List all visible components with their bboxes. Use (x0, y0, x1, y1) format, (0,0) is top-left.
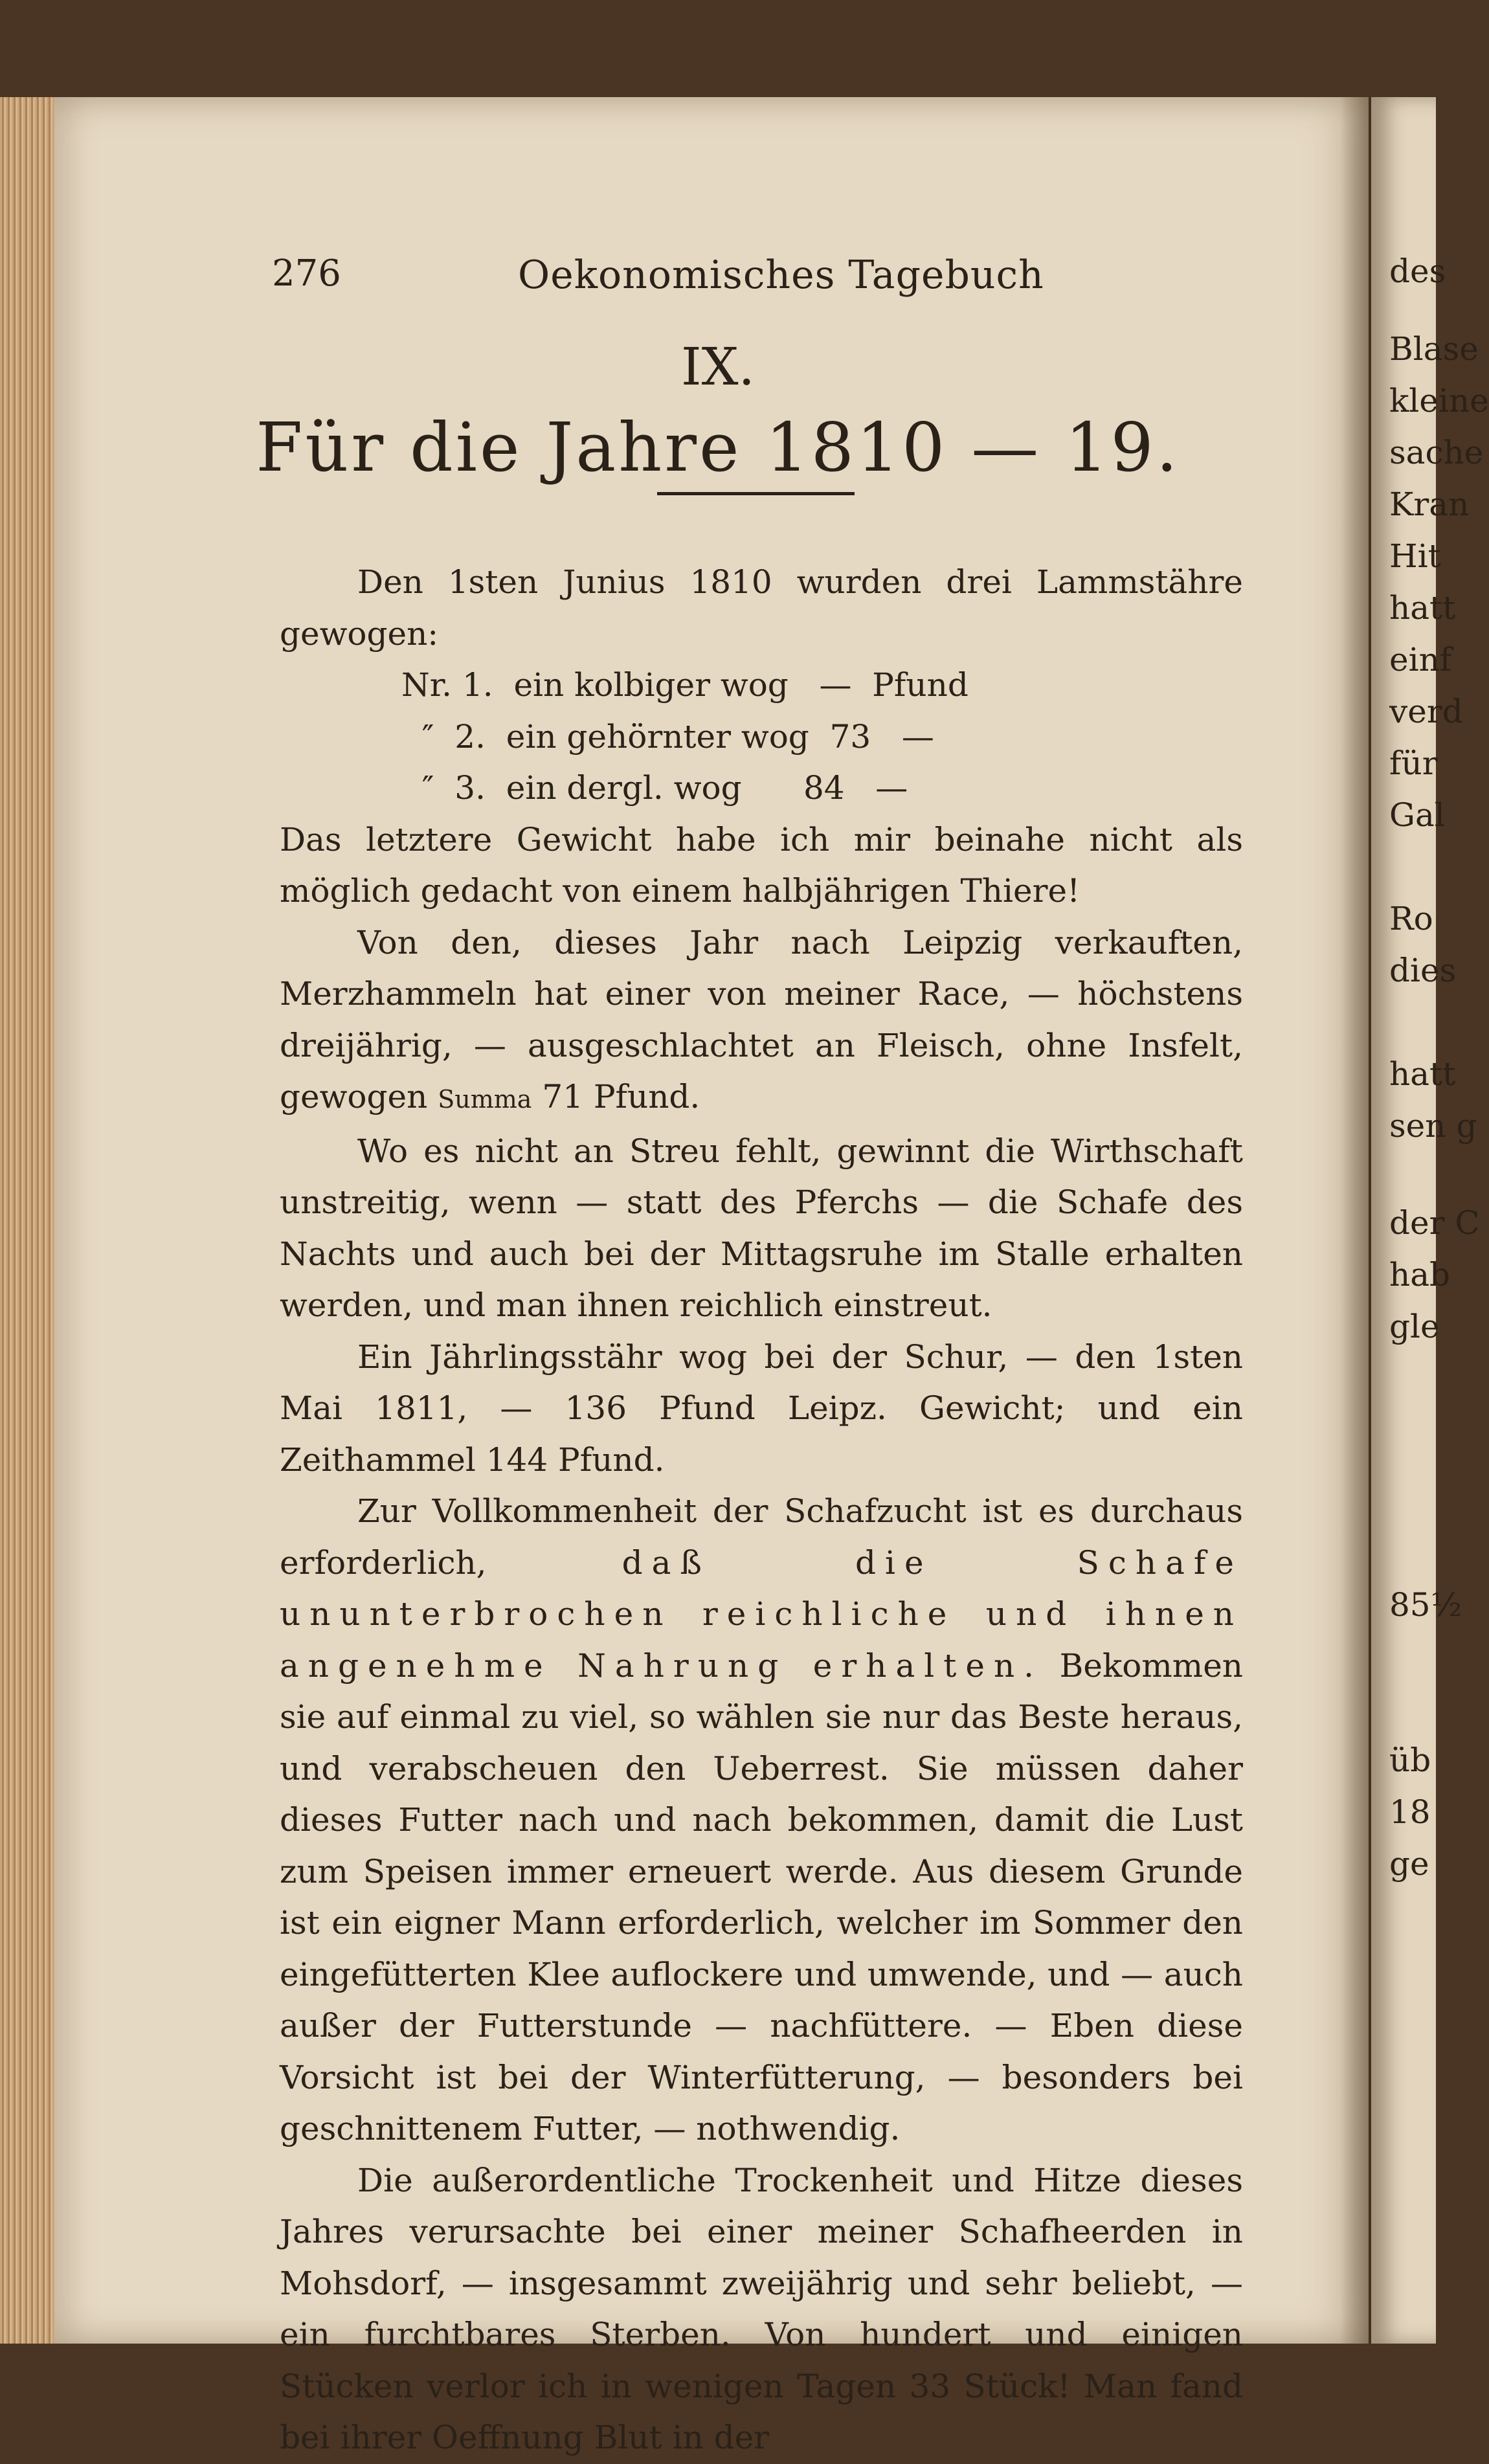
next-page-fragment: hatt (1389, 1055, 1456, 1093)
paragraph (280, 917, 1243, 1126)
next-page-fragment: ge (1389, 1845, 1429, 1883)
chapter-number: IX. (681, 337, 755, 397)
paragraph: Die außerordentliche Trockenheit und Hitze dieses Jahres verursachte bei einer meiner Schafheerden in Mohsdorf, — insgesammt zweijährig und sehr beliebt, — ein furchtbares Sterben. Von hundert und einigen Stücken verlor ich in wenigen Tagen 33 Stück! Man fand bei ihrer Oeffnung Blut in der (280, 2161, 1243, 2456)
next-page-fragment: hab (1389, 1256, 1451, 1294)
paragraph-text: Bekommen sie auf einmal zu viel, so wählen sie nur das Beste heraus, und verabscheuen den Ueberrest. Sie müssen daher dieses Futter nach und nach bekommen, damit die Lust zum Speisen immer erneuert werde. Aus diesem Grunde ist ein eigner Mann erforderlich, welcher im Sommer den eingefütterten Klee auflockere und umwende, und — auch außer der Futterstunde — nachfüttere. — Eben diese Vorsicht ist bei der Winterfütterung, — besonders bei geschnittenem Futter, — nothwendig. (280, 1646, 1243, 2147)
chapter-title: Für die Jahre 1810 — 19. (256, 408, 1180, 487)
next-page-fragment: sache (1389, 434, 1484, 471)
title-rule (657, 492, 855, 495)
paragraph: Ein Jährlingsstähr wog bei der Schur, — den 1sten Mai 1811, — 136 Pfund Leipz. Gewicht; und ein Zeithammel 144 Pfund. (280, 1338, 1243, 1479)
next-page-fragment: dies (1389, 952, 1457, 989)
next-page-fragment: des (1389, 252, 1446, 290)
emphasized-text: daß die Schafe ununterbrochen reichliche und ihnen angenehme Nahrung erhalten. (280, 1543, 1243, 1685)
paragraph-text: 71 Pfund. (532, 1078, 700, 1115)
next-page-fragment: der C (1389, 1204, 1480, 1242)
next-page-fragment: 85½ (1389, 1586, 1462, 1624)
running-title: Oekonomisches Tagebuch (518, 252, 1044, 298)
paragraph: Wo es nicht an Streu fehlt, gewinnt die Wirthschaft unstreitig, wenn — statt des Pferchs — die Schafe des Nachts und auch bei der Mittagsruhe im Stalle erhalten werden, und man ihnen reichlich einstreut. (280, 1132, 1243, 1324)
weight-row: Nr. 1. ein kolbiger wog — Pfund (401, 666, 968, 704)
weight-row: ″ 3. ein dergl. wog 84 — (401, 769, 908, 807)
next-page-fragment: Kran (1389, 486, 1470, 523)
next-page-fragment: sen g (1389, 1107, 1477, 1145)
paragraph-text: Zur Vollkommenheit der Schafzucht ist es durchaus erforderlich, (280, 1492, 1243, 1582)
next-page-fragment: Ro (1389, 900, 1433, 937)
paragraph-text: Von den, dieses Jahr nach Leipzig verkauften, Merzhammeln hat einer von meiner Race, — höchstens dreijährig, — ausgeschlachtet an Fleisch, ohne Insfelt, gewogen (280, 923, 1243, 1115)
summa-label: Summa (438, 1085, 532, 1114)
next-page-fragment: für (1389, 745, 1438, 782)
body-text (280, 557, 1243, 2464)
next-page-fragment: kleine (1389, 382, 1489, 420)
next-page-fragment: gle (1389, 1308, 1440, 1345)
paragraph (280, 1486, 1243, 2155)
page-number: 276 (272, 252, 341, 295)
next-page-fragment: Hit (1389, 537, 1441, 575)
next-page-fragment: verd (1389, 693, 1463, 730)
paragraph: Den 1sten Junius 1810 wurden drei Lammstähre gewogen: (280, 563, 1243, 653)
next-page-fragment: einf (1389, 641, 1452, 678)
next-page-fragment: Blase (1389, 330, 1479, 368)
next-page-fragment: 18 (1389, 1793, 1431, 1831)
next-page-fragment: Gal (1389, 796, 1445, 834)
page-header (272, 252, 1217, 311)
weight-row: ″ 2. ein gehörnter wog 73 — (401, 717, 934, 756)
next-page-fragment: üb (1389, 1742, 1431, 1779)
next-page-fragment: hatt (1389, 589, 1456, 627)
paragraph: Das letztere Gewicht habe ich mir beinahe nicht als möglich gedacht von einem halbjährigen Thiere! (280, 820, 1243, 910)
